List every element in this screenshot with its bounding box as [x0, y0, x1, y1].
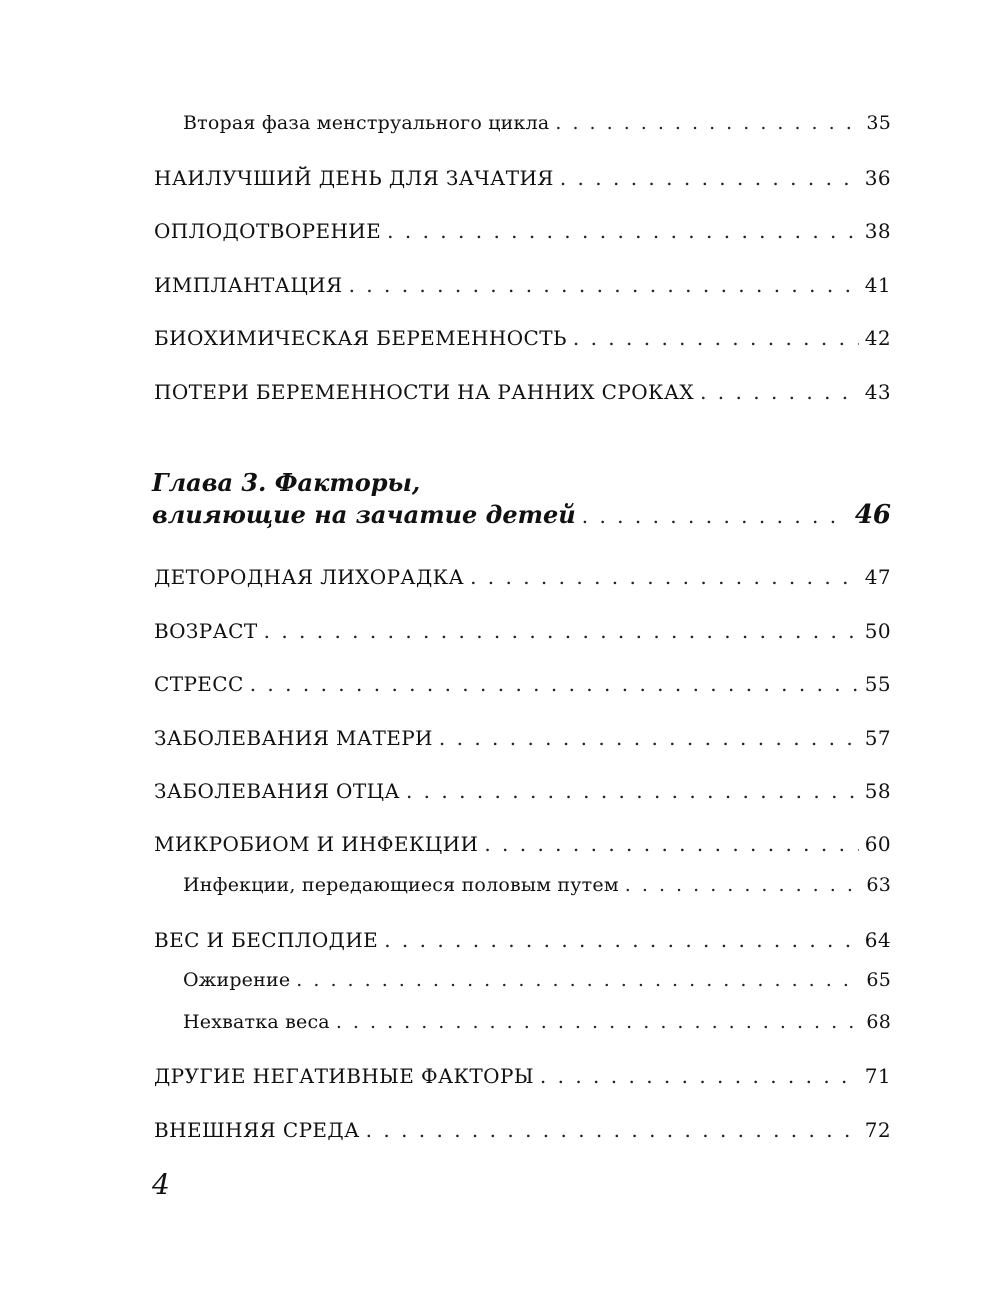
toc-entry-page: 55 — [864, 672, 891, 696]
toc-entry-title: ДРУГИЕ НЕГАТИВНЫЕ ФАКТОРЫ — [154, 1064, 534, 1088]
toc-entry-title: ПОТЕРИ БЕРЕМЕННОСТИ НА РАННИХ СРОКАХ — [154, 380, 695, 404]
toc-entry-page: 42 — [864, 326, 891, 350]
toc-subentry — [183, 874, 891, 896]
toc-entry — [154, 928, 891, 952]
toc-entry-title: НАИЛУЧШИЙ ДЕНЬ ДЛЯ ЗАЧАТИЯ — [154, 166, 554, 190]
toc-entry-page: 72 — [864, 1118, 891, 1142]
toc-entry-page: 63 — [866, 874, 891, 896]
toc-entry-page: 64 — [864, 928, 891, 952]
toc-entry-page: 35 — [866, 112, 891, 134]
dot-leader — [439, 726, 859, 750]
dot-leader — [625, 874, 859, 896]
toc-entry-title: ОПЛОДОТВОРЕНИЕ — [154, 219, 382, 243]
toc-entry — [154, 672, 891, 696]
toc-entry — [154, 726, 891, 750]
toc-entry-page: 58 — [864, 779, 891, 803]
dot-leader — [250, 672, 859, 696]
toc-entry-title: Нехватка веса — [183, 1011, 330, 1033]
toc-entry — [154, 326, 891, 350]
toc-entry — [154, 832, 891, 856]
dot-leader — [560, 166, 859, 190]
toc-entry-page: 65 — [866, 969, 891, 991]
toc-entry-page: 41 — [864, 273, 891, 297]
page-number: 4 — [152, 1168, 170, 1201]
toc-entry-title: СТРЕСС — [154, 672, 244, 696]
chapter-entry — [152, 500, 891, 530]
toc-entry-page: 47 — [864, 565, 891, 589]
toc-entry-title: ДЕТОРОДНАЯ ЛИХОРАДКА — [154, 565, 465, 589]
toc-entry — [154, 166, 891, 190]
toc-entry — [183, 112, 891, 134]
toc-entry-title: Вторая фаза менструального цикла — [183, 112, 550, 134]
toc-entry — [154, 779, 891, 803]
toc-entry — [154, 1118, 891, 1142]
dot-leader — [540, 1064, 859, 1088]
toc-subentry — [183, 969, 891, 991]
toc-subentry — [183, 1011, 891, 1033]
dot-leader — [582, 504, 849, 528]
toc-entry — [154, 219, 891, 243]
dot-leader — [296, 969, 859, 991]
toc-entry-title: БИОХИМИЧЕСКАЯ БЕРЕМЕННОСТЬ — [154, 326, 567, 350]
toc-entry-page: 71 — [864, 1064, 891, 1088]
dot-leader — [264, 619, 859, 643]
toc-entry-title: Ожирение — [183, 969, 291, 991]
toc-entry-page: 43 — [864, 380, 891, 404]
toc-entry-title: МИКРОБИОМ И ИНФЕКЦИИ — [154, 832, 479, 856]
toc-entry-page: 60 — [864, 832, 891, 856]
dot-leader — [555, 112, 859, 134]
toc-entry-page: 50 — [864, 619, 891, 643]
chapter-title-line2: влияющие на зачатие детей — [152, 500, 576, 529]
toc-entry-title: ВНЕШНЯЯ СРЕДА — [154, 1118, 360, 1142]
dot-leader — [336, 1011, 859, 1033]
toc-entry-title: Инфекции, передающиеся половым путем — [183, 874, 619, 896]
toc-entry — [154, 619, 891, 643]
toc-entry-title: ЗАБОЛЕВАНИЯ ОТЦА — [154, 779, 400, 803]
toc-entry-title: ВОЗРАСТ — [154, 619, 258, 643]
toc-entry-page: 68 — [866, 1011, 891, 1033]
dot-leader — [484, 832, 858, 856]
toc-entry-title: ЗАБОЛЕВАНИЯ МАТЕРИ — [154, 726, 433, 750]
toc-entry — [154, 1064, 891, 1088]
dot-leader — [349, 273, 859, 297]
toc-entry-title: ИМПЛАНТАЦИЯ — [154, 273, 343, 297]
toc-entry-title: ВЕС И БЕСПЛОДИЕ — [154, 928, 379, 952]
dot-leader — [384, 928, 859, 952]
dot-leader — [700, 380, 859, 404]
dot-leader — [366, 1118, 859, 1142]
chapter-title-line1: Глава 3. Факторы, — [152, 468, 421, 497]
toc-entry — [154, 565, 891, 589]
toc-entry — [154, 380, 891, 404]
toc-entry — [154, 273, 891, 297]
toc-entry-page: 38 — [864, 219, 891, 243]
toc-entry-page: 36 — [864, 166, 891, 190]
dot-leader — [387, 219, 859, 243]
dot-leader — [406, 779, 859, 803]
toc-entry-page: 57 — [864, 726, 891, 750]
dot-leader — [470, 565, 859, 589]
dot-leader — [573, 326, 859, 350]
chapter-page: 46 — [854, 500, 891, 530]
